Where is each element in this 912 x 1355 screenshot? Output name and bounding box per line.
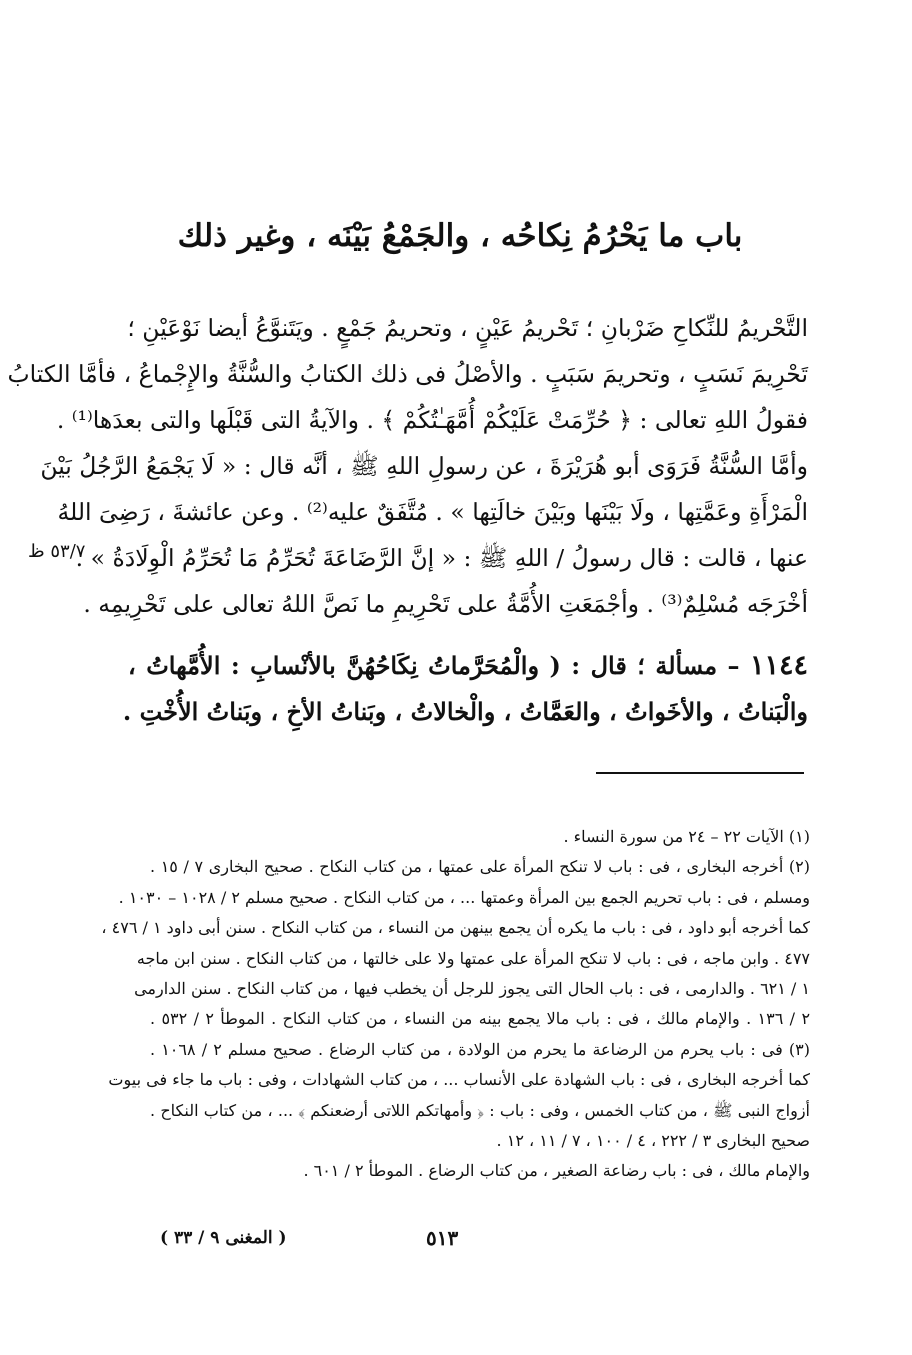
- footnote-line: ٢ / ١٣٦ . والإمام مالك ، فى : باب مالا يجمع بينه من النساء ، من كتاب النكاح . الموطأ ٢ / ٥٣٢ .: [150, 1009, 811, 1029]
- issue-line-2: والْبَناتُ ، والأخَواتُ ، والعَمَّاتُ ، والْخالاتُ ، وبَناتُ الأخِ ، وبَناتُ الأُخْتِ .: [122, 697, 808, 726]
- volume-signature: ( المغنى ٩ / ٣٣ ): [160, 1228, 287, 1248]
- footnote-line: ٤٧٧ . وابن ماجه ، فى : باب لا تنكح المرأة على عمتها ولا على خالتها ، من كتاب النكاح . سنن ابن ماجه: [136, 948, 810, 968]
- body-line-5: الْمَرْأَةِ وعَمَّتِها ، ولَا بَيْنَها وبَيْنَ خالَتِها » . مُتَّفَقٌ عليه⁽²⁾ . وعن عائشةَ ، رَضِىَ اللهُ: [57, 498, 808, 526]
- body-line-2: تَحْرِيمَ نَسَبٍ ، وتحريمَ سَبَبٍ . والأصْلُ فى ذلك الكتابُ والسُّنَّةُ والإِجْماعُ ، فأمَّا الكتابُ: [7, 360, 808, 388]
- footnote-line: (٣) فى : باب يحرم من الرضاعة ما يحرم من الولادة ، من كتاب الرضاع . صحيح مسلم ٢ / ١٠٦٨ .: [150, 1039, 811, 1059]
- issue-line-1: [128, 643, 808, 689]
- footnote-line: (١) الآيات ٢٢ – ٢٤ من سورة النساء .: [563, 827, 810, 846]
- footnotes: [101, 822, 811, 1187]
- footnote-line: ١ / ٦٢١ . والدارمى ، فى : باب الحال التى يجوز للرجل أن يخطب فيها ، من كتاب النكاح . سنن الدارمى: [134, 979, 810, 999]
- footnote-line: صحيح البخارى ٣ / ٢٢٢ ، ٤ / ١٠٠ ، ٧ / ١١ ، ١٢ .: [496, 1131, 810, 1151]
- footnote-divider: [596, 772, 804, 774]
- issue-heading-text: – مسألة ؛ قال : ( والْمُحَرَّماتُ نِكَاحُهُنَّ بالأنْسابِ : الأُمَّهاتُ ،: [128, 651, 750, 680]
- body-line-6: عنها ، قالت : قال رسولُ / اللهِ ﷺ : « إنَّ الرَّضَاعَةَ تُحَرِّمُ مَا تُحَرِّمُ الْوِلَادَةُ » .: [75, 544, 808, 572]
- page-number: ٥١٣: [426, 1226, 459, 1250]
- footnote-line: والإمام مالك ، فى : باب رضاعة الصغير ، من كتاب الرضاع . الموطأ ٢ / ٦٠١ .: [303, 1161, 810, 1181]
- body-line-7: أخْرَجَه مُسْلِمٌ⁽³⁾ . وأجْمَعَتِ الأُمَّةُ على تَحْرِيمِ ما نَصَّ اللهُ تعالى على تَحْرِيمِه .: [83, 590, 808, 618]
- issue-number: ١١٤٤: [749, 650, 808, 681]
- body-line-4: وأمَّا السُّنَّةُ فَرَوَى أبو هُرَيْرَةَ ، عن رسولِ اللهِ ﷺ ، أنَّه قال : « لَا يَجْمَعُ الرَّجُلُ بَيْنَ: [40, 452, 808, 480]
- page-footer: [0, 1226, 912, 1266]
- margin-manuscript-ref: ٥٣/٧ ظ: [28, 541, 86, 562]
- chapter-title: باب ما يَحْرُمُ نِكاحُه ، والجَمْعُ بَيْنَه ، وغير ذلك: [177, 218, 743, 254]
- body-line-1: التَّحْريمُ للنِّكاحِ ضَرْبانِ ؛ تَحْريمُ عَيْنٍ ، وتحريمُ جَمْعٍ . ويَتَنوَّعُ أيضا نَوْعَيْنِ ؛: [127, 314, 808, 342]
- footnote-line: كما أخرجه البخارى ، فى : باب الشهادة على الأنساب ... ، من كتاب الشهادات ، وفى : باب ما جاء فى بيوت: [108, 1070, 810, 1090]
- issue-paragraph: [122, 643, 808, 735]
- footnote-line: أزواج النبى ﷺ ، من كتاب الخمس ، وفى : باب : ﴿ وأمهاتكم اللاتى أرضعنكم ﴾ ... ، من كتاب النكاح .: [150, 1100, 811, 1120]
- footnote-line: (٢) أخرجه البخارى ، فى : باب لا تنكح المرأة على عمتها ، من كتاب النكاح . صحيح البخارى ٧ / ١٥ .: [150, 857, 811, 877]
- footnote-line: ومسلم ، فى : باب تحريم الجمع بين المرأة وعمتها ... ، من كتاب النكاح . صحيح مسلم ٢ / ١٠٢٨ – ١٠٣٠ .: [118, 887, 810, 907]
- body-line-3: فقولُ اللهِ تعالى : ﴿ حُرِّمَتْ عَلَيْكُمْ أُمَّهَـٰتُكُمْ ﴾ . والآيةُ التى قَبْلَها والتى بعدَها⁽¹⁾ .: [56, 406, 808, 434]
- footnote-line: كما أخرجه أبو داود ، فى : باب ما يكره أن يجمع بينهن من النساء ، من كتاب النكاح . سنن أبى داود ١ / ٤٧٦ ،: [101, 918, 810, 938]
